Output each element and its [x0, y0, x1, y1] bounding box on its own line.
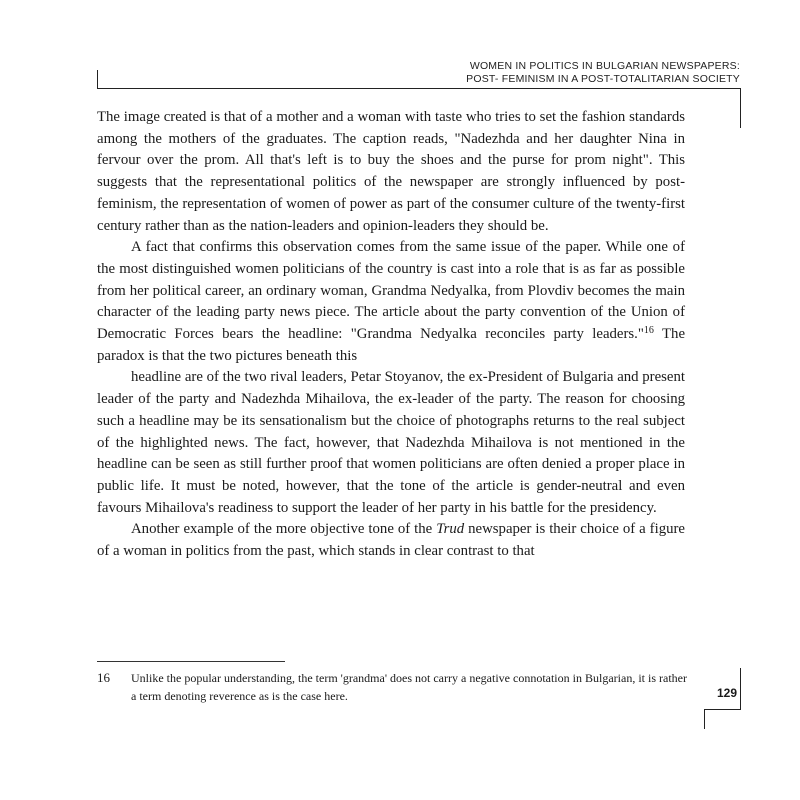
footnote-number: 16 — [97, 670, 110, 685]
paragraph-4 — [97, 519, 685, 562]
running-header-line-1: WOMEN IN POLITICS IN BULGARIAN NEWSPAPERS: — [469, 60, 740, 72]
page-number-rule-bottom-tick — [704, 709, 705, 729]
header-rule-left-tick — [97, 70, 98, 89]
paragraph-2-continuation: The paradox is that the two pictures beneath this — [97, 326, 686, 364]
footnote-separator — [97, 661, 285, 662]
header-rule-right-tick — [740, 88, 741, 128]
page-number: 129 — [717, 686, 738, 700]
running-header-line-2: POST- FEMINISM IN A POST-TOTALITARIAN SOCIETY — [466, 73, 740, 85]
paragraph-1: The image created is that of a mother and a woman with taste who tries to set the fashion standards among the mothers of the graduates. The caption reads, "Nadezhda and her daughter Nina in fervour over the prom. All that's left is to buy the shoes and the purse for prom night". This suggests that the representational politics of the newspaper are strongly influenced by post-feminism, the representation of women of power as part of the consumer culture of the twenty-first century rather than as the nation-leaders and opinion-leaders they should be. — [97, 109, 685, 234]
paragraph-4-continuation: newspaper is their choice of a figure of a woman in politics from the past, which stands in clear contrast to that — [97, 521, 686, 560]
footnote-text: Unlike the popular understanding, the term 'grandma' does not carry a negative connotation in Bulgarian, it is rather a term denoting reverence as is the case here. — [131, 671, 687, 703]
body-text — [97, 107, 685, 563]
running-header — [466, 60, 740, 86]
paragraph-2 — [97, 237, 685, 367]
header-rule-horizontal — [97, 88, 741, 89]
page-number-rule-top-tick — [740, 668, 741, 710]
paragraph-4-text: Another example of the more objective tone of the — [131, 521, 437, 538]
footnote-reference[interactable]: 16 — [643, 325, 654, 337]
newspaper-title-trud: Trud — [436, 521, 465, 538]
footnote — [97, 669, 687, 705]
page-number-rule-horizontal — [704, 709, 741, 710]
paragraph-2-text: A fact that confirms this observation comes from the same issue of the paper. While one of the most distinguished women politicians of the country is cast into a role that is as far as possible from her political career, an ordinary woman, Grandma Nedyalka, from Plovdiv becomes the main character of the leading party news piece. The article about the party convention of the Union of Democratic Forces bears the headline: "Grandma Nedyalka reconciles party leaders." — [97, 239, 685, 343]
paragraph-3: headline are of the two rival leaders, Petar Stoyanov, the ex-President of Bulgaria and present leader of the party and Nadezhda Mihailova, the ex-leader of the party. The reason for choosing such a headline may be its sensationalism but the choice of photographs returns to the real subject of the highlighted news. The fact, however, that Nadezhda Mihailova is not mentioned in the headline can be seen as still further proof that women politicians are often denied a proper place in public life. It must be noted, however, that the tone of the article is gender-neutral and even favours Mihailova's readiness to support the leader of her party in his battle for the presidency. — [97, 369, 685, 516]
